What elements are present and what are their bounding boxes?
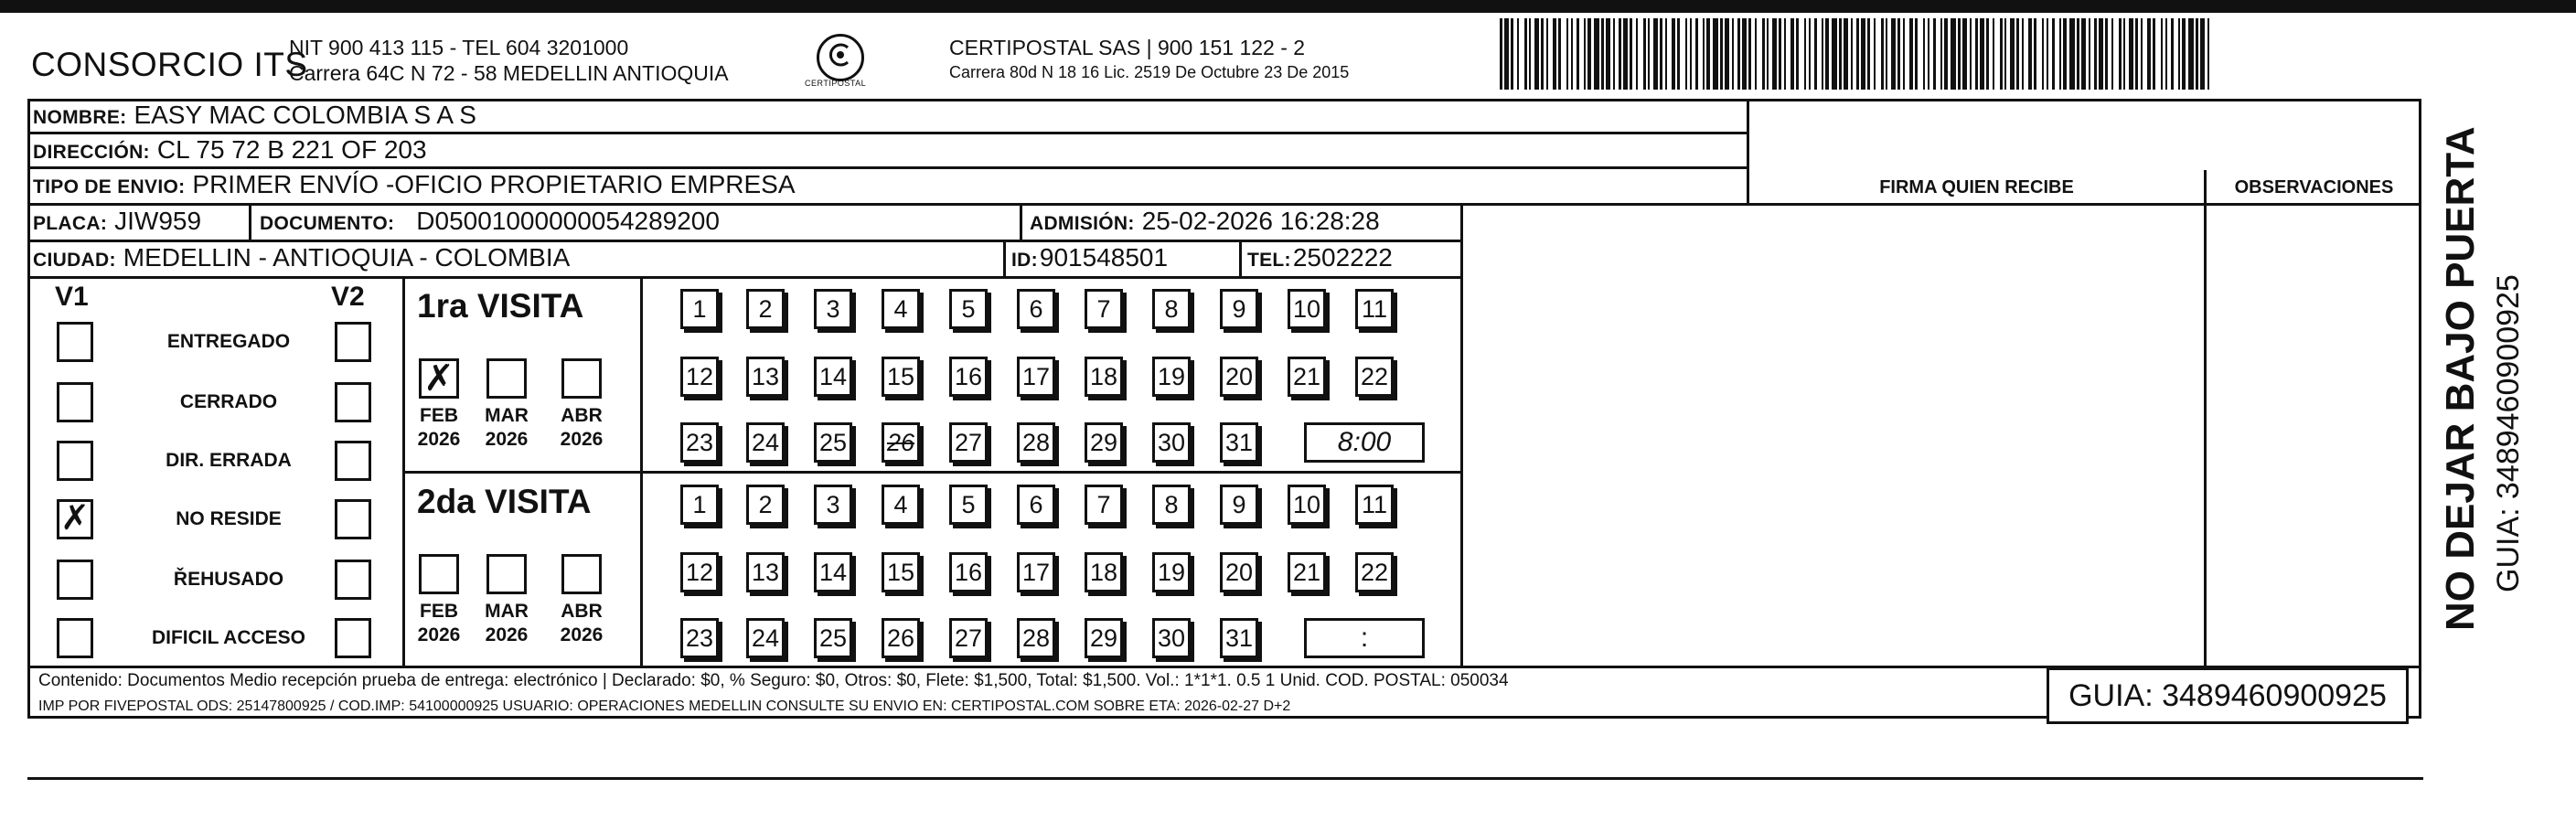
v2-checkbox[interactable]	[335, 382, 371, 422]
day-box[interactable]: 15	[882, 552, 920, 592]
visit-time-box[interactable]: :	[1304, 618, 1425, 658]
documento-value: D05001000000054289200	[416, 207, 720, 235]
day-box[interactable]: 15	[882, 357, 920, 397]
company-nit: NIT 900 413 115 - TEL 604 3201000	[289, 36, 629, 59]
day-box[interactable]: 22	[1355, 357, 1394, 397]
company-info	[289, 35, 729, 86]
day-box[interactable]: 16	[949, 552, 988, 592]
v2-checkbox[interactable]	[335, 618, 371, 658]
placa-label: PLACA:	[33, 213, 108, 234]
status-option-label: DIFICIL ACCESO	[151, 627, 305, 648]
month-year: 2026	[417, 624, 461, 645]
month-label	[410, 404, 468, 452]
day-box[interactable]: 25	[814, 618, 852, 658]
month-label	[410, 600, 468, 647]
v1-checkbox[interactable]	[57, 382, 93, 422]
day-box[interactable]: 29	[1085, 618, 1123, 658]
month-year: 2026	[560, 624, 604, 645]
day-box[interactable]: 4	[882, 289, 920, 329]
day-box[interactable]: 10	[1288, 289, 1326, 329]
v1-checkbox[interactable]	[57, 618, 93, 658]
day-box[interactable]: 1	[680, 289, 719, 329]
month-checkbox[interactable]	[419, 554, 459, 594]
month-label	[552, 404, 611, 452]
v2-checkbox[interactable]	[335, 322, 371, 362]
footer-contenido: Contenido: Documentos Medio recepción prueba de entrega: electrónico | Declarado: $0, % Seguro: $0, Otros: $0, Flete: $1,500, Total: $1,500. Vol.: 1*1*1. 0.5 1 Unid. COD. POSTAL: 050034	[38, 671, 1509, 690]
day-box[interactable]: 27	[949, 618, 988, 658]
day-box[interactable]: 1	[680, 485, 719, 525]
month-label	[552, 600, 611, 647]
nombre-value: EASY MAC COLOMBIA S A S	[134, 101, 476, 129]
certipostal-logo-icon	[817, 34, 864, 81]
v2-checkbox[interactable]	[335, 441, 371, 481]
day-box[interactable]: 3	[814, 289, 852, 329]
day-box[interactable]: 7	[1085, 289, 1123, 329]
id-value: 901548501	[1039, 243, 1169, 272]
status-option-label: NO RESIDE	[176, 508, 282, 529]
guia-box: GUIA: 3489460900925	[2047, 667, 2409, 724]
nombre-label: NOMBRE:	[33, 107, 127, 128]
id-label: ID:	[1011, 250, 1038, 271]
carrier-info	[949, 35, 1349, 84]
v2-header: V2	[331, 282, 365, 312]
day-box[interactable]: 31	[1220, 618, 1258, 658]
v1-checkbox[interactable]	[57, 560, 93, 600]
day-box[interactable]: 28	[1017, 618, 1055, 658]
status-option-label: ENTREGADO	[166, 331, 291, 352]
day-box[interactable]: 30	[1152, 618, 1191, 658]
firma-header: FIRMA QUIEN RECIBE	[1879, 177, 2074, 197]
month-checkbox[interactable]	[561, 554, 602, 594]
visit-time-box[interactable]: 8:00	[1304, 422, 1425, 463]
day-box[interactable]: 14	[814, 552, 852, 592]
day-box[interactable]: 22	[1355, 552, 1394, 592]
month-name: ABR	[561, 601, 603, 622]
admision-value: 25-02-2026 16:28:28	[1141, 207, 1380, 235]
day-box[interactable]: 2	[746, 289, 785, 329]
day-box[interactable]: 31	[1220, 422, 1258, 463]
day-box[interactable]: 17	[1017, 552, 1055, 592]
direccion-row	[33, 135, 427, 165]
day-box[interactable]: 28	[1017, 422, 1055, 463]
v1-checkbox[interactable]	[57, 499, 93, 539]
day-box[interactable]: 13	[746, 552, 785, 592]
day-box[interactable]: 18	[1085, 357, 1123, 397]
day-box[interactable]: 26	[882, 422, 920, 463]
day-box[interactable]: 8	[1152, 485, 1191, 525]
ciudad-cell	[33, 243, 570, 272]
month-checkbox[interactable]	[561, 358, 602, 399]
day-box[interactable]: 24	[746, 422, 785, 463]
visit-title: 1ra VISITA	[417, 287, 584, 325]
day-box[interactable]: 5	[949, 485, 988, 525]
no-dejar-notice: NO DEJAR BAJO PUERTA	[2438, 126, 2483, 631]
logo-caption: CERTIPOSTAL	[805, 79, 867, 88]
month-year: 2026	[485, 624, 529, 645]
day-box[interactable]: 24	[746, 618, 785, 658]
tipo-envio-row	[33, 170, 796, 199]
day-box[interactable]: 19	[1152, 357, 1191, 397]
company-name: CONSORCIO ITS	[31, 46, 308, 83]
v1-header: V1	[55, 282, 89, 312]
day-box[interactable]: 29	[1085, 422, 1123, 463]
direccion-label: DIRECCIÓN:	[33, 142, 150, 163]
tipo-envio-label: TIPO DE ENVIO:	[33, 176, 186, 197]
placa-cell	[33, 207, 201, 236]
day-box[interactable]: 8	[1152, 289, 1191, 329]
ciudad-value: MEDELLIN - ANTIOQUIA - COLOMBIA	[123, 243, 571, 272]
day-box[interactable]: 30	[1152, 422, 1191, 463]
month-year: 2026	[417, 429, 461, 450]
day-box[interactable]: 14	[814, 357, 852, 397]
direccion-value: CL 75 72 B 221 OF 203	[156, 135, 427, 164]
admision-label: ADMISIÓN:	[1030, 213, 1135, 234]
month-checkbox[interactable]	[486, 358, 527, 399]
tel-label: TEL:	[1247, 250, 1291, 271]
placa-value: JIW959	[114, 207, 202, 235]
footer-impresion: IMP POR FIVEPOSTAL ODS: 25147800925 / COD.IMP: 54100000925 USUARIO: OPERACIONES MEDELLIN CONSULTE SU ENVIO EN: CERTIPOSTAL.COM SOBRE ETA: 2026-02-27 D+2	[38, 698, 1291, 714]
day-box[interactable]: 9	[1220, 485, 1258, 525]
side-guia: GUIA: 3489460900925	[2491, 274, 2526, 592]
check-mark-icon: ✗	[423, 358, 454, 399]
tel-cell	[1247, 243, 1393, 272]
ciudad-label: CIUDAD:	[33, 250, 116, 271]
day-box[interactable]: 23	[680, 422, 719, 463]
month-name: ABR	[561, 405, 603, 426]
status-option-label: ŘEHUSADO	[173, 569, 284, 590]
bottom-edge	[27, 777, 2423, 780]
day-box[interactable]: 25	[814, 422, 852, 463]
day-box[interactable]: 7	[1085, 485, 1123, 525]
v1-checkbox[interactable]	[57, 441, 93, 481]
status-option-label: CERRADO	[179, 391, 278, 412]
day-box[interactable]: 3	[814, 485, 852, 525]
v2-checkbox[interactable]	[335, 560, 371, 600]
day-box[interactable]: 21	[1288, 357, 1326, 397]
day-box[interactable]: 20	[1220, 552, 1258, 592]
day-box[interactable]: 6	[1017, 485, 1055, 525]
check-mark-icon: ✗	[60, 499, 90, 538]
documento-label: DOCUMENTO:	[260, 213, 395, 234]
day-box[interactable]: 26	[882, 618, 920, 658]
day-box[interactable]: 17	[1017, 357, 1055, 397]
day-box[interactable]: 12	[680, 552, 719, 592]
day-box[interactable]: 27	[949, 422, 988, 463]
v1-checkbox[interactable]	[57, 322, 93, 362]
admision-cell	[1030, 207, 1380, 236]
month-name: FEB	[420, 405, 458, 426]
tipo-envio-value: PRIMER ENVÍO -OFICIO PROPIETARIO EMPRESA	[192, 170, 796, 198]
documento-cell	[260, 207, 720, 236]
visit-title: 2da VISITA	[417, 483, 592, 520]
barcode	[1500, 18, 2222, 90]
tel-value: 2502222	[1292, 243, 1393, 272]
status-option-label: DIR. ERRADA	[166, 450, 292, 471]
month-year: 2026	[485, 429, 529, 450]
month-label	[477, 404, 536, 452]
day-box[interactable]: 2	[746, 485, 785, 525]
day-box[interactable]: 13	[746, 357, 785, 397]
v2-checkbox[interactable]	[335, 499, 371, 539]
month-name: MAR	[485, 405, 529, 426]
day-box[interactable]: 6	[1017, 289, 1055, 329]
observaciones-header: OBSERVACIONES	[2234, 177, 2394, 197]
month-year: 2026	[560, 429, 604, 450]
month-name: FEB	[420, 601, 458, 622]
day-box[interactable]: 21	[1288, 552, 1326, 592]
day-box[interactable]: 11	[1355, 485, 1394, 525]
carrier-nit: CERTIPOSTAL SAS | 900 151 122 - 2	[949, 36, 1306, 59]
day-box[interactable]: 11	[1355, 289, 1394, 329]
day-box[interactable]: 9	[1220, 289, 1258, 329]
company-address: Carrera 64C N 72 - 58 MEDELLIN ANTIOQUIA	[289, 61, 729, 85]
carrier-address: Carrera 80d N 18 16 Lic. 2519 De Octubre 23 De 2015	[949, 63, 1350, 81]
day-box[interactable]: 23	[680, 618, 719, 658]
day-box[interactable]: 4	[882, 485, 920, 525]
id-cell	[1011, 243, 1168, 272]
day-box[interactable]: 18	[1085, 552, 1123, 592]
day-box[interactable]: 20	[1220, 357, 1258, 397]
nombre-row	[33, 101, 476, 130]
day-box[interactable]: 16	[949, 357, 988, 397]
top-edge	[0, 0, 2576, 13]
month-checkbox[interactable]	[419, 358, 459, 399]
month-checkbox[interactable]	[486, 554, 527, 594]
month-label	[477, 600, 536, 647]
month-name: MAR	[485, 601, 529, 622]
day-box[interactable]: 10	[1288, 485, 1326, 525]
day-box[interactable]: 12	[680, 357, 719, 397]
day-box[interactable]: 5	[949, 289, 988, 329]
day-box[interactable]: 19	[1152, 552, 1191, 592]
